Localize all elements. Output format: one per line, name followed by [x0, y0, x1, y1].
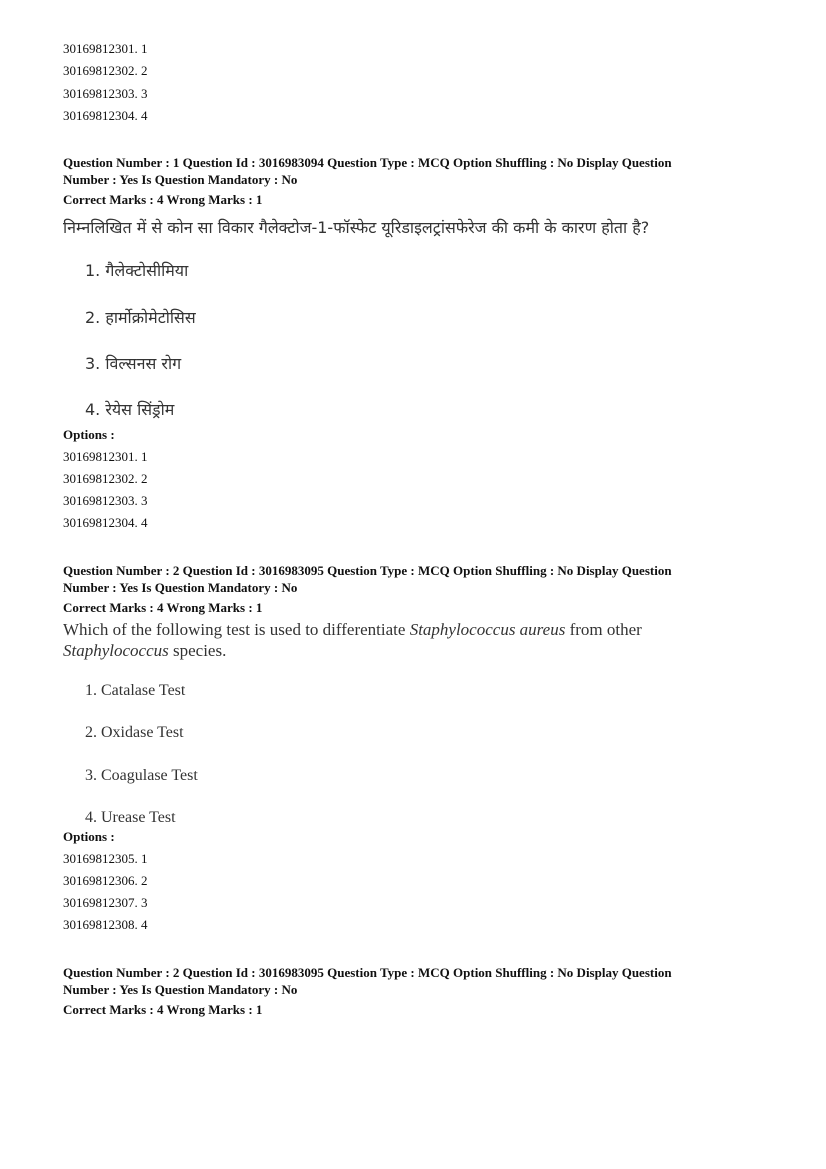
question-marks: Correct Marks : 4 Wrong Marks : 1 [63, 600, 263, 615]
question-text-part: Which of the following test is used to differentiate [63, 620, 410, 639]
question-marks: Correct Marks : 4 Wrong Marks : 1 [63, 192, 263, 207]
option-id-line: 30169812303. 3 [63, 493, 148, 508]
answer-choice: 4. Urease Test [85, 809, 176, 826]
answer-choice: 3. Coagulase Test [85, 767, 198, 784]
option-id-line: 30169812307. 3 [63, 895, 148, 910]
question-header-cont: Number : Yes Is Question Mandatory : No [63, 580, 298, 595]
options-label: Options : [63, 829, 115, 844]
question-header-cont: Number : Yes Is Question Mandatory : No [63, 172, 298, 187]
question-text-part: species. [168, 641, 227, 660]
question-header: Question Number : 2 Question Id : 3016983095 Question Type : MCQ Option Shuffling : No Display Question [63, 965, 672, 980]
question-text [63, 619, 642, 641]
question-text-part: from other [565, 620, 642, 639]
options-label: Options : [63, 427, 115, 442]
answer-choice: 1. गैलेक्टोसीमिया [85, 261, 189, 280]
option-id-line: 30169812302. 2 [63, 63, 148, 78]
answer-choice: 1. Catalase Test [85, 682, 186, 699]
option-id-line: 30169812301. 1 [63, 41, 148, 56]
answer-choice: 4. रेयेस सिंड्रोम [85, 400, 175, 419]
option-id-line: 30169812305. 1 [63, 851, 148, 866]
question-text-italic: Staphylococcus [63, 641, 169, 660]
question-header: Question Number : 1 Question Id : 3016983094 Question Type : MCQ Option Shuffling : No Display Question [63, 155, 672, 170]
question-header-cont: Number : Yes Is Question Mandatory : No [63, 982, 298, 997]
question-text-italic: Staphylococcus aureus [409, 620, 566, 639]
option-id-line: 30169812304. 4 [63, 108, 148, 123]
option-id-line: 30169812306. 2 [63, 873, 148, 888]
answer-choice: 3. विल्सनस रोग [85, 354, 182, 373]
answer-choice: 2. हार्मोक्रोमेटोसिस [85, 308, 196, 327]
option-id-line: 30169812304. 4 [63, 515, 148, 530]
question-text-cont [63, 640, 226, 662]
option-id-line: 30169812303. 3 [63, 86, 148, 101]
question-text: निम्नलिखित में से कोन सा विकार गैलेक्टोज-1-फॉस्फेट यूरिडाइलट्रांसफेरेज की कमी के कारण होता है? [63, 218, 650, 237]
question-marks: Correct Marks : 4 Wrong Marks : 1 [63, 1002, 263, 1017]
option-id-line: 30169812308. 4 [63, 917, 148, 932]
option-id-line: 30169812302. 2 [63, 471, 148, 486]
question-header: Question Number : 2 Question Id : 3016983095 Question Type : MCQ Option Shuffling : No Display Question [63, 563, 672, 578]
option-id-line: 30169812301. 1 [63, 449, 148, 464]
answer-choice: 2. Oxidase Test [85, 724, 184, 741]
